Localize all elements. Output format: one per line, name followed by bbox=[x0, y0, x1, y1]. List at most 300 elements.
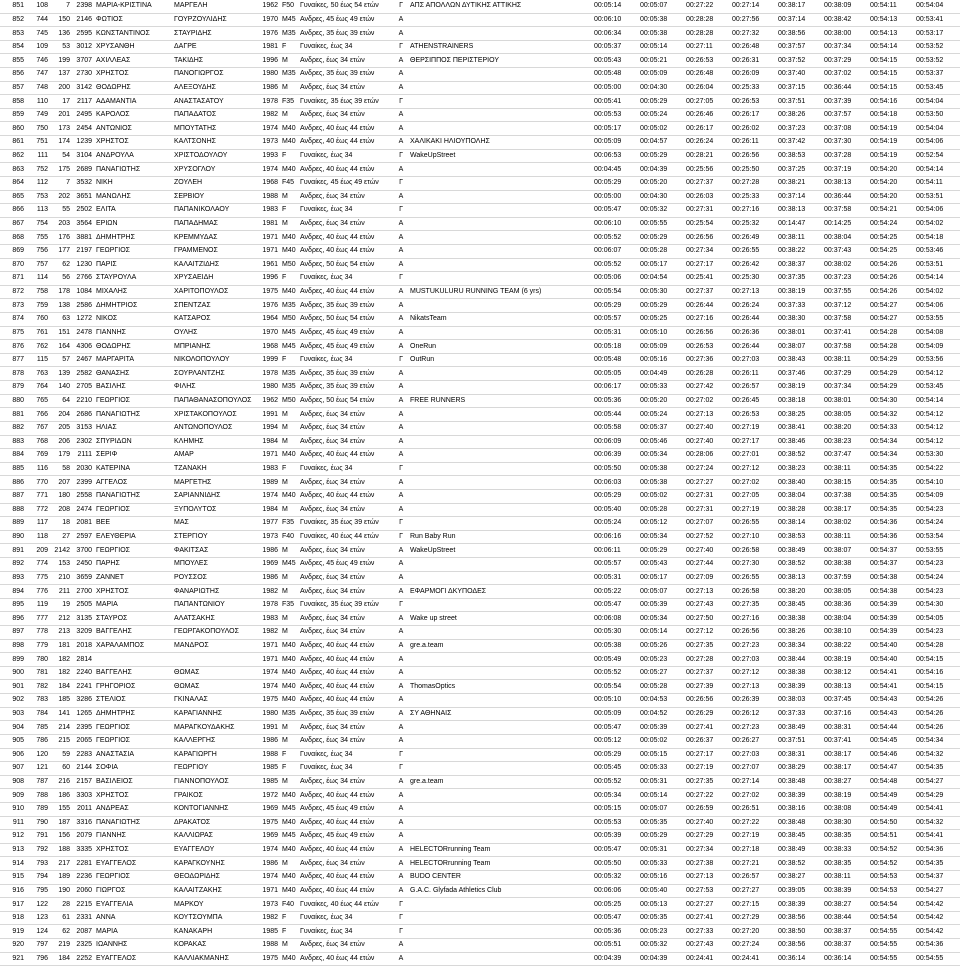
cell-finish-gun: 00:54:11 bbox=[868, 0, 914, 13]
cell-category-name: Ανδρες, 45 έως 49 ετών bbox=[298, 557, 394, 571]
cell-split-2-gun: 00:27:17 bbox=[684, 748, 730, 762]
cell-category-rank: 184 bbox=[50, 680, 72, 694]
table-row bbox=[0, 734, 960, 748]
cell-split-3-gun: 00:37:23 bbox=[776, 122, 822, 136]
cell-category-rank: 184 bbox=[50, 952, 72, 966]
cell-category-name: Ανδρες, 45 έως 49 ετών bbox=[298, 326, 394, 340]
cell-birth-year: 1973 bbox=[258, 530, 280, 544]
cell-bib-number: 2117 bbox=[72, 95, 94, 109]
cell-finish-gun: 00:54:19 bbox=[868, 149, 914, 163]
cell-finish-chip: 00:54:12 bbox=[914, 435, 960, 449]
cell-birth-year: 1961 bbox=[258, 258, 280, 272]
cell-gender-rank: 752 bbox=[26, 163, 50, 177]
cell-group: Α bbox=[394, 503, 408, 517]
cell-split-1-gun: 00:05:49 bbox=[592, 653, 638, 667]
table-row bbox=[0, 626, 960, 640]
cell-club: gre.a.team bbox=[408, 639, 592, 653]
cell-birth-year: 1970 bbox=[258, 13, 280, 27]
cell-category-name: Ανδρες, 40 έως 44 ετών bbox=[298, 694, 394, 708]
table-row bbox=[0, 843, 960, 857]
cell-split-1-chip: 00:05:29 bbox=[638, 231, 684, 245]
cell-split-2-chip: 00:27:13 bbox=[730, 285, 776, 299]
cell-finish-chip: 00:54:32 bbox=[914, 816, 960, 830]
cell-category-name: Ανδρες, έως 34 ετών bbox=[298, 585, 394, 599]
cell-bib-number: 2331 bbox=[72, 911, 94, 925]
cell-category-rank: 212 bbox=[50, 612, 72, 626]
cell-club bbox=[408, 911, 592, 925]
cell-gender-rank: 109 bbox=[26, 40, 50, 54]
cell-bib-number: 3707 bbox=[72, 54, 94, 68]
cell-finish-chip: 00:53:41 bbox=[914, 13, 960, 27]
cell-finish-chip: 00:54:36 bbox=[914, 939, 960, 953]
cell-split-3-chip: 00:14:25 bbox=[822, 217, 868, 231]
cell-split-1-gun: 00:05:50 bbox=[592, 462, 638, 476]
cell-group: Γ bbox=[394, 0, 408, 13]
cell-category-code: F bbox=[280, 748, 298, 762]
cell-bib-number: 2467 bbox=[72, 353, 94, 367]
cell-split-2-chip: 00:27:20 bbox=[730, 925, 776, 939]
cell-split-3-chip: 00:38:27 bbox=[822, 775, 868, 789]
cell-split-3-chip: 00:38:11 bbox=[822, 353, 868, 367]
cell-split-3-gun: 00:38:52 bbox=[776, 449, 822, 463]
cell-group: Α bbox=[394, 680, 408, 694]
cell-split-1-chip: 00:05:31 bbox=[638, 775, 684, 789]
cell-overall-rank: 892 bbox=[0, 557, 26, 571]
cell-finish-chip: 00:54:30 bbox=[914, 598, 960, 612]
cell-finish-chip: 00:54:24 bbox=[914, 517, 960, 531]
cell-split-1-gun: 00:05:29 bbox=[592, 489, 638, 503]
cell-finish-gun: 00:54:20 bbox=[868, 163, 914, 177]
cell-split-2-chip: 00:26:55 bbox=[730, 517, 776, 531]
cell-first-name: ΦΩΤΙΟΣ bbox=[94, 13, 172, 27]
cell-split-3-chip: 00:38:19 bbox=[822, 789, 868, 803]
cell-first-name: ΣΠΥΡΙΔΩΝ bbox=[94, 435, 172, 449]
cell-category-rank: 181 bbox=[50, 639, 72, 653]
cell-club: MUSTUKULURU RUNNING TEAM (6 yrs) bbox=[408, 285, 592, 299]
cell-bib-number: 2502 bbox=[72, 204, 94, 218]
cell-category-rank: 208 bbox=[50, 503, 72, 517]
cell-birth-year: 1971 bbox=[258, 653, 280, 667]
cell-first-name: ΒΑΓΓΕΛΗΣ bbox=[94, 666, 172, 680]
cell-split-3-gun: 00:38:22 bbox=[776, 244, 822, 258]
cell-group: Α bbox=[394, 612, 408, 626]
cell-split-2-gun: 00:27:40 bbox=[684, 544, 730, 558]
cell-finish-gun: 00:54:15 bbox=[868, 81, 914, 95]
cell-club bbox=[408, 653, 592, 667]
cell-last-name: ΧΑΡΙΤΟΠΟΥΛΟΣ bbox=[172, 285, 258, 299]
cell-finish-chip: 00:54:04 bbox=[914, 95, 960, 109]
cell-finish-chip: 00:54:41 bbox=[914, 830, 960, 844]
cell-split-2-chip: 00:27:32 bbox=[730, 27, 776, 41]
cell-category-rank: 27 bbox=[50, 530, 72, 544]
cell-split-3-chip: 00:37:29 bbox=[822, 54, 868, 68]
cell-finish-chip: 00:54:04 bbox=[914, 122, 960, 136]
cell-last-name: ΔΑΓΡΕ bbox=[172, 40, 258, 54]
cell-split-1-gun: 00:05:31 bbox=[592, 571, 638, 585]
cell-split-3-gun: 00:36:14 bbox=[776, 952, 822, 966]
cell-finish-chip: 00:54:42 bbox=[914, 898, 960, 912]
table-row bbox=[0, 95, 960, 109]
cell-category-rank: 205 bbox=[50, 421, 72, 435]
cell-last-name: ΔΡΑΚΑΤΟΣ bbox=[172, 816, 258, 830]
cell-first-name: ΑΓΓΕΛΟΣ bbox=[94, 476, 172, 490]
cell-last-name: ΑΛΕΞΟΥΔΗΣ bbox=[172, 81, 258, 95]
cell-split-2-chip: 00:27:24 bbox=[730, 939, 776, 953]
cell-finish-chip: 00:54:05 bbox=[914, 612, 960, 626]
cell-first-name: ΕΥΑΓΓΕΛΟΣ bbox=[94, 857, 172, 871]
cell-gender-rank: 791 bbox=[26, 830, 50, 844]
cell-group: Γ bbox=[394, 925, 408, 939]
cell-split-3-chip: 00:38:33 bbox=[822, 843, 868, 857]
cell-first-name: ΗΛΙΑΣ bbox=[94, 421, 172, 435]
cell-split-2-gun: 00:27:41 bbox=[684, 721, 730, 735]
cell-last-name bbox=[172, 653, 258, 667]
cell-split-1-gun: 00:05:52 bbox=[592, 775, 638, 789]
cell-finish-chip: 00:54:34 bbox=[914, 734, 960, 748]
cell-birth-year: 1989 bbox=[258, 476, 280, 490]
cell-split-1-gun: 00:05:52 bbox=[592, 666, 638, 680]
cell-split-2-gun: 00:26:44 bbox=[684, 299, 730, 313]
cell-finish-chip: 00:54:14 bbox=[914, 272, 960, 286]
cell-gender-rank: 119 bbox=[26, 598, 50, 612]
cell-split-2-gun: 00:27:34 bbox=[684, 843, 730, 857]
cell-gender-rank: 747 bbox=[26, 68, 50, 82]
cell-finish-chip: 00:53:52 bbox=[914, 54, 960, 68]
cell-overall-rank: 915 bbox=[0, 871, 26, 885]
cell-category-rank: 19 bbox=[50, 598, 72, 612]
cell-split-3-gun: 00:38:43 bbox=[776, 353, 822, 367]
cell-bib-number: 2252 bbox=[72, 952, 94, 966]
cell-finish-gun: 00:54:14 bbox=[868, 40, 914, 54]
cell-split-2-gun: 00:25:41 bbox=[684, 272, 730, 286]
cell-split-1-gun: 00:05:52 bbox=[592, 231, 638, 245]
cell-split-1-chip: 00:05:39 bbox=[638, 721, 684, 735]
cell-group: Γ bbox=[394, 530, 408, 544]
cell-split-1-chip: 00:05:07 bbox=[638, 802, 684, 816]
cell-overall-rank: 860 bbox=[0, 122, 26, 136]
cell-category-rank: 57 bbox=[50, 353, 72, 367]
cell-split-2-gun: 00:27:31 bbox=[684, 489, 730, 503]
cell-split-3-gun: 00:38:29 bbox=[776, 762, 822, 776]
cell-birth-year: 1970 bbox=[258, 326, 280, 340]
cell-finish-chip: 00:53:51 bbox=[914, 258, 960, 272]
cell-split-2-chip: 00:25:50 bbox=[730, 163, 776, 177]
cell-split-2-chip: 00:26:53 bbox=[730, 95, 776, 109]
cell-gender-rank: 795 bbox=[26, 884, 50, 898]
cell-group: Α bbox=[394, 136, 408, 150]
cell-split-3-chip: 00:38:22 bbox=[822, 639, 868, 653]
cell-finish-gun: 00:54:43 bbox=[868, 694, 914, 708]
cell-finish-chip: 00:54:12 bbox=[914, 367, 960, 381]
table-row bbox=[0, 952, 960, 966]
table-row bbox=[0, 408, 960, 422]
cell-gender-rank: 114 bbox=[26, 272, 50, 286]
cell-category-code: M40 bbox=[280, 816, 298, 830]
cell-finish-chip: 00:54:08 bbox=[914, 326, 960, 340]
cell-split-3-gun: 00:37:33 bbox=[776, 707, 822, 721]
cell-split-1-chip: 00:05:29 bbox=[638, 149, 684, 163]
cell-club bbox=[408, 163, 592, 177]
cell-finish-gun: 00:54:35 bbox=[868, 476, 914, 490]
cell-bib-number: 3286 bbox=[72, 694, 94, 708]
cell-split-2-chip: 00:26:24 bbox=[730, 299, 776, 313]
cell-birth-year: 1986 bbox=[258, 571, 280, 585]
cell-split-1-chip: 00:05:20 bbox=[638, 176, 684, 190]
cell-category-name: Ανδρες, έως 34 ετών bbox=[298, 54, 394, 68]
cell-split-3-gun: 00:38:44 bbox=[776, 653, 822, 667]
cell-split-1-chip: 00:05:38 bbox=[638, 476, 684, 490]
cell-gender-rank: 110 bbox=[26, 95, 50, 109]
cell-category-code: M bbox=[280, 939, 298, 953]
cell-split-3-chip: 00:38:20 bbox=[822, 421, 868, 435]
cell-finish-gun: 00:54:39 bbox=[868, 612, 914, 626]
cell-category-rank: 215 bbox=[50, 734, 72, 748]
cell-first-name: ΣΤΕΛΙΟΣ bbox=[94, 694, 172, 708]
cell-gender-rank: 745 bbox=[26, 27, 50, 41]
cell-finish-gun: 00:54:35 bbox=[868, 489, 914, 503]
cell-birth-year: 1978 bbox=[258, 598, 280, 612]
cell-split-1-chip: 00:05:55 bbox=[638, 217, 684, 231]
cell-category-code: M40 bbox=[280, 489, 298, 503]
cell-finish-gun: 00:54:21 bbox=[868, 204, 914, 218]
cell-first-name: ΘΟΔΩΡΗΣ bbox=[94, 340, 172, 354]
cell-finish-gun: 00:54:36 bbox=[868, 530, 914, 544]
cell-split-3-gun: 00:38:14 bbox=[776, 517, 822, 531]
cell-category-rank: 219 bbox=[50, 939, 72, 953]
cell-split-2-chip: 00:26:55 bbox=[730, 571, 776, 585]
cell-group: Γ bbox=[394, 204, 408, 218]
cell-category-name: Ανδρες, 40 έως 44 ετών bbox=[298, 136, 394, 150]
cell-birth-year: 1985 bbox=[258, 762, 280, 776]
cell-bib-number: 2597 bbox=[72, 530, 94, 544]
cell-finish-chip: 00:54:27 bbox=[914, 775, 960, 789]
cell-split-2-chip: 00:25:30 bbox=[730, 272, 776, 286]
cell-split-1-gun: 00:05:09 bbox=[592, 707, 638, 721]
cell-category-code: M40 bbox=[280, 789, 298, 803]
cell-category-code: M35 bbox=[280, 381, 298, 395]
cell-category-name: Ανδρες, 45 έως 49 ετών bbox=[298, 13, 394, 27]
cell-category-name: Ανδρες, έως 34 ετών bbox=[298, 81, 394, 95]
cell-bib-number: 3153 bbox=[72, 421, 94, 435]
cell-category-name: Ανδρες, έως 34 ετών bbox=[298, 626, 394, 640]
cell-group: Α bbox=[394, 639, 408, 653]
cell-category-code: M35 bbox=[280, 367, 298, 381]
cell-gender-rank: 108 bbox=[26, 0, 50, 13]
cell-split-3-gun: 00:38:53 bbox=[776, 530, 822, 544]
cell-category-name: Ανδρες, έως 34 ετών bbox=[298, 217, 394, 231]
cell-bib-number: 2505 bbox=[72, 598, 94, 612]
cell-split-3-chip: 00:36:44 bbox=[822, 190, 868, 204]
cell-finish-gun: 00:54:36 bbox=[868, 517, 914, 531]
cell-overall-rank: 917 bbox=[0, 898, 26, 912]
cell-club bbox=[408, 68, 592, 82]
cell-category-code: M bbox=[280, 54, 298, 68]
cell-category-code: F bbox=[280, 911, 298, 925]
cell-split-2-chip: 00:27:15 bbox=[730, 898, 776, 912]
cell-club bbox=[408, 108, 592, 122]
cell-split-2-gun: 00:26:03 bbox=[684, 190, 730, 204]
cell-split-3-chip: 00:38:31 bbox=[822, 721, 868, 735]
cell-split-2-gun: 00:26:37 bbox=[684, 734, 730, 748]
cell-split-3-chip: 00:38:30 bbox=[822, 816, 868, 830]
cell-bib-number: 1230 bbox=[72, 258, 94, 272]
cell-overall-rank: 855 bbox=[0, 54, 26, 68]
cell-gender-rank: 774 bbox=[26, 557, 50, 571]
cell-first-name: ΣΤΑΥΡΟΣ bbox=[94, 612, 172, 626]
cell-birth-year: 1974 bbox=[258, 666, 280, 680]
cell-split-2-gun: 00:26:46 bbox=[684, 108, 730, 122]
cell-split-2-chip: 00:25:33 bbox=[730, 190, 776, 204]
cell-category-rank: 7 bbox=[50, 0, 72, 13]
table-row bbox=[0, 476, 960, 490]
cell-split-3-chip: 00:38:13 bbox=[822, 176, 868, 190]
cell-gender-rank: 115 bbox=[26, 353, 50, 367]
cell-split-2-chip: 00:27:14 bbox=[730, 775, 776, 789]
cell-category-code: M40 bbox=[280, 694, 298, 708]
cell-split-2-gun: 00:27:36 bbox=[684, 353, 730, 367]
cell-split-3-gun: 00:38:21 bbox=[776, 176, 822, 190]
cell-bib-number: 2686 bbox=[72, 408, 94, 422]
cell-birth-year: 1971 bbox=[258, 244, 280, 258]
cell-category-code: F bbox=[280, 204, 298, 218]
cell-gender-rank: 779 bbox=[26, 639, 50, 653]
cell-finish-gun: 00:54:28 bbox=[868, 340, 914, 354]
cell-split-2-gun: 00:27:35 bbox=[684, 639, 730, 653]
cell-split-1-gun: 00:05:32 bbox=[592, 871, 638, 885]
cell-split-1-chip: 00:05:35 bbox=[638, 816, 684, 830]
cell-finish-gun: 00:54:46 bbox=[868, 748, 914, 762]
cell-split-3-chip: 00:38:00 bbox=[822, 27, 868, 41]
cell-finish-chip: 00:54:26 bbox=[914, 721, 960, 735]
cell-split-3-chip: 00:38:10 bbox=[822, 626, 868, 640]
cell-split-3-chip: 00:38:17 bbox=[822, 503, 868, 517]
cell-split-2-chip: 00:27:56 bbox=[730, 13, 776, 27]
cell-birth-year: 1993 bbox=[258, 149, 280, 163]
cell-split-1-chip: 00:05:28 bbox=[638, 244, 684, 258]
cell-category-name: Ανδρες, έως 34 ετών bbox=[298, 775, 394, 789]
cell-finish-chip: 00:54:35 bbox=[914, 857, 960, 871]
cell-group: Α bbox=[394, 707, 408, 721]
table-row bbox=[0, 13, 960, 27]
cell-split-1-gun: 00:05:39 bbox=[592, 830, 638, 844]
cell-split-3-gun: 00:38:53 bbox=[776, 149, 822, 163]
cell-group: Α bbox=[394, 68, 408, 82]
cell-first-name: ΧΡΗΣΤΟΣ bbox=[94, 843, 172, 857]
cell-bib-number: 2399 bbox=[72, 476, 94, 490]
cell-split-3-chip: 00:38:27 bbox=[822, 898, 868, 912]
cell-gender-rank: 768 bbox=[26, 435, 50, 449]
cell-split-1-gun: 00:05:53 bbox=[592, 816, 638, 830]
cell-split-2-gun: 00:27:02 bbox=[684, 394, 730, 408]
cell-gender-rank: 767 bbox=[26, 421, 50, 435]
cell-split-1-chip: 00:04:30 bbox=[638, 81, 684, 95]
cell-first-name: ΜΑΝΩΛΗΣ bbox=[94, 190, 172, 204]
cell-split-2-gun: 00:25:54 bbox=[684, 217, 730, 231]
cell-last-name: ΤΑΚΙΔΗΣ bbox=[172, 54, 258, 68]
cell-split-2-gun: 00:27:34 bbox=[684, 244, 730, 258]
cell-split-3-gun: 00:38:46 bbox=[776, 435, 822, 449]
cell-birth-year: 1976 bbox=[258, 27, 280, 41]
cell-finish-gun: 00:54:13 bbox=[868, 27, 914, 41]
cell-category-code: M50 bbox=[280, 313, 298, 327]
cell-category-name: Ανδρες, 35 έως 39 ετών bbox=[298, 707, 394, 721]
cell-overall-rank: 895 bbox=[0, 598, 26, 612]
cell-first-name: ΒΑΓΓΕΛΗΣ bbox=[94, 626, 172, 640]
cell-category-rank: 206 bbox=[50, 435, 72, 449]
cell-split-2-chip: 00:26:58 bbox=[730, 544, 776, 558]
cell-bib-number: 2582 bbox=[72, 367, 94, 381]
cell-split-2-gun: 00:27:07 bbox=[684, 517, 730, 531]
cell-first-name: ΑΧΙΛΛΕΑΣ bbox=[94, 54, 172, 68]
cell-birth-year: 1978 bbox=[258, 95, 280, 109]
cell-category-name: Ανδρες, έως 34 ετών bbox=[298, 421, 394, 435]
cell-category-code: F50 bbox=[280, 0, 298, 13]
cell-club bbox=[408, 789, 592, 803]
cell-category-rank: 56 bbox=[50, 272, 72, 286]
table-row bbox=[0, 517, 960, 531]
cell-split-3-gun: 00:38:01 bbox=[776, 326, 822, 340]
cell-split-2-gun: 00:24:41 bbox=[684, 952, 730, 966]
cell-birth-year: 1971 bbox=[258, 231, 280, 245]
cell-first-name: ΔΗΜΗΤΡΙΟΣ bbox=[94, 299, 172, 313]
cell-split-3-gun: 00:38:56 bbox=[776, 27, 822, 41]
cell-split-1-gun: 00:04:45 bbox=[592, 163, 638, 177]
cell-bib-number: 2814 bbox=[72, 653, 94, 667]
cell-gender-rank: 785 bbox=[26, 721, 50, 735]
cell-birth-year: 1996 bbox=[258, 54, 280, 68]
cell-overall-rank: 872 bbox=[0, 285, 26, 299]
cell-overall-rank: 867 bbox=[0, 217, 26, 231]
cell-split-3-chip: 00:38:35 bbox=[822, 830, 868, 844]
table-row bbox=[0, 802, 960, 816]
cell-split-2-chip: 00:27:18 bbox=[730, 843, 776, 857]
table-row bbox=[0, 81, 960, 95]
cell-gender-rank: 755 bbox=[26, 231, 50, 245]
cell-bib-number: 1265 bbox=[72, 707, 94, 721]
cell-overall-rank: 853 bbox=[0, 27, 26, 41]
cell-split-3-chip: 00:38:35 bbox=[822, 857, 868, 871]
cell-split-1-gun: 00:06:53 bbox=[592, 149, 638, 163]
cell-bib-number: 2302 bbox=[72, 435, 94, 449]
cell-split-2-chip: 00:26:02 bbox=[730, 122, 776, 136]
cell-category-name: Ανδρες, 40 έως 44 ετών bbox=[298, 871, 394, 885]
cell-birth-year: 1972 bbox=[258, 789, 280, 803]
cell-overall-rank: 876 bbox=[0, 340, 26, 354]
cell-category-rank: 203 bbox=[50, 217, 72, 231]
cell-split-3-gun: 00:37:40 bbox=[776, 68, 822, 82]
cell-gender-rank: 796 bbox=[26, 952, 50, 966]
cell-last-name: ΚΑΛΛΕΡΓΗΣ bbox=[172, 734, 258, 748]
cell-split-1-gun: 00:05:45 bbox=[592, 762, 638, 776]
cell-group: Γ bbox=[394, 898, 408, 912]
cell-split-1-gun: 00:06:07 bbox=[592, 244, 638, 258]
cell-gender-rank: 777 bbox=[26, 612, 50, 626]
cell-split-1-chip: 00:05:16 bbox=[638, 871, 684, 885]
cell-split-3-gun: 00:37:51 bbox=[776, 734, 822, 748]
cell-split-1-chip: 00:05:31 bbox=[638, 843, 684, 857]
cell-first-name: ΧΡΗΣΤΟΣ bbox=[94, 136, 172, 150]
cell-category-rank: 199 bbox=[50, 54, 72, 68]
cell-first-name: ΕΥΑΓΓΕΛΙΑ bbox=[94, 898, 172, 912]
cell-last-name: ΣΤΑΥΡΙΔΗΣ bbox=[172, 27, 258, 41]
cell-category-code: M bbox=[280, 217, 298, 231]
cell-group: Α bbox=[394, 394, 408, 408]
cell-split-2-chip: 00:27:19 bbox=[730, 830, 776, 844]
cell-split-3-chip: 00:38:44 bbox=[822, 911, 868, 925]
cell-split-3-gun: 00:37:46 bbox=[776, 367, 822, 381]
cell-finish-chip: 00:54:27 bbox=[914, 884, 960, 898]
cell-split-2-gun: 00:27:17 bbox=[684, 258, 730, 272]
